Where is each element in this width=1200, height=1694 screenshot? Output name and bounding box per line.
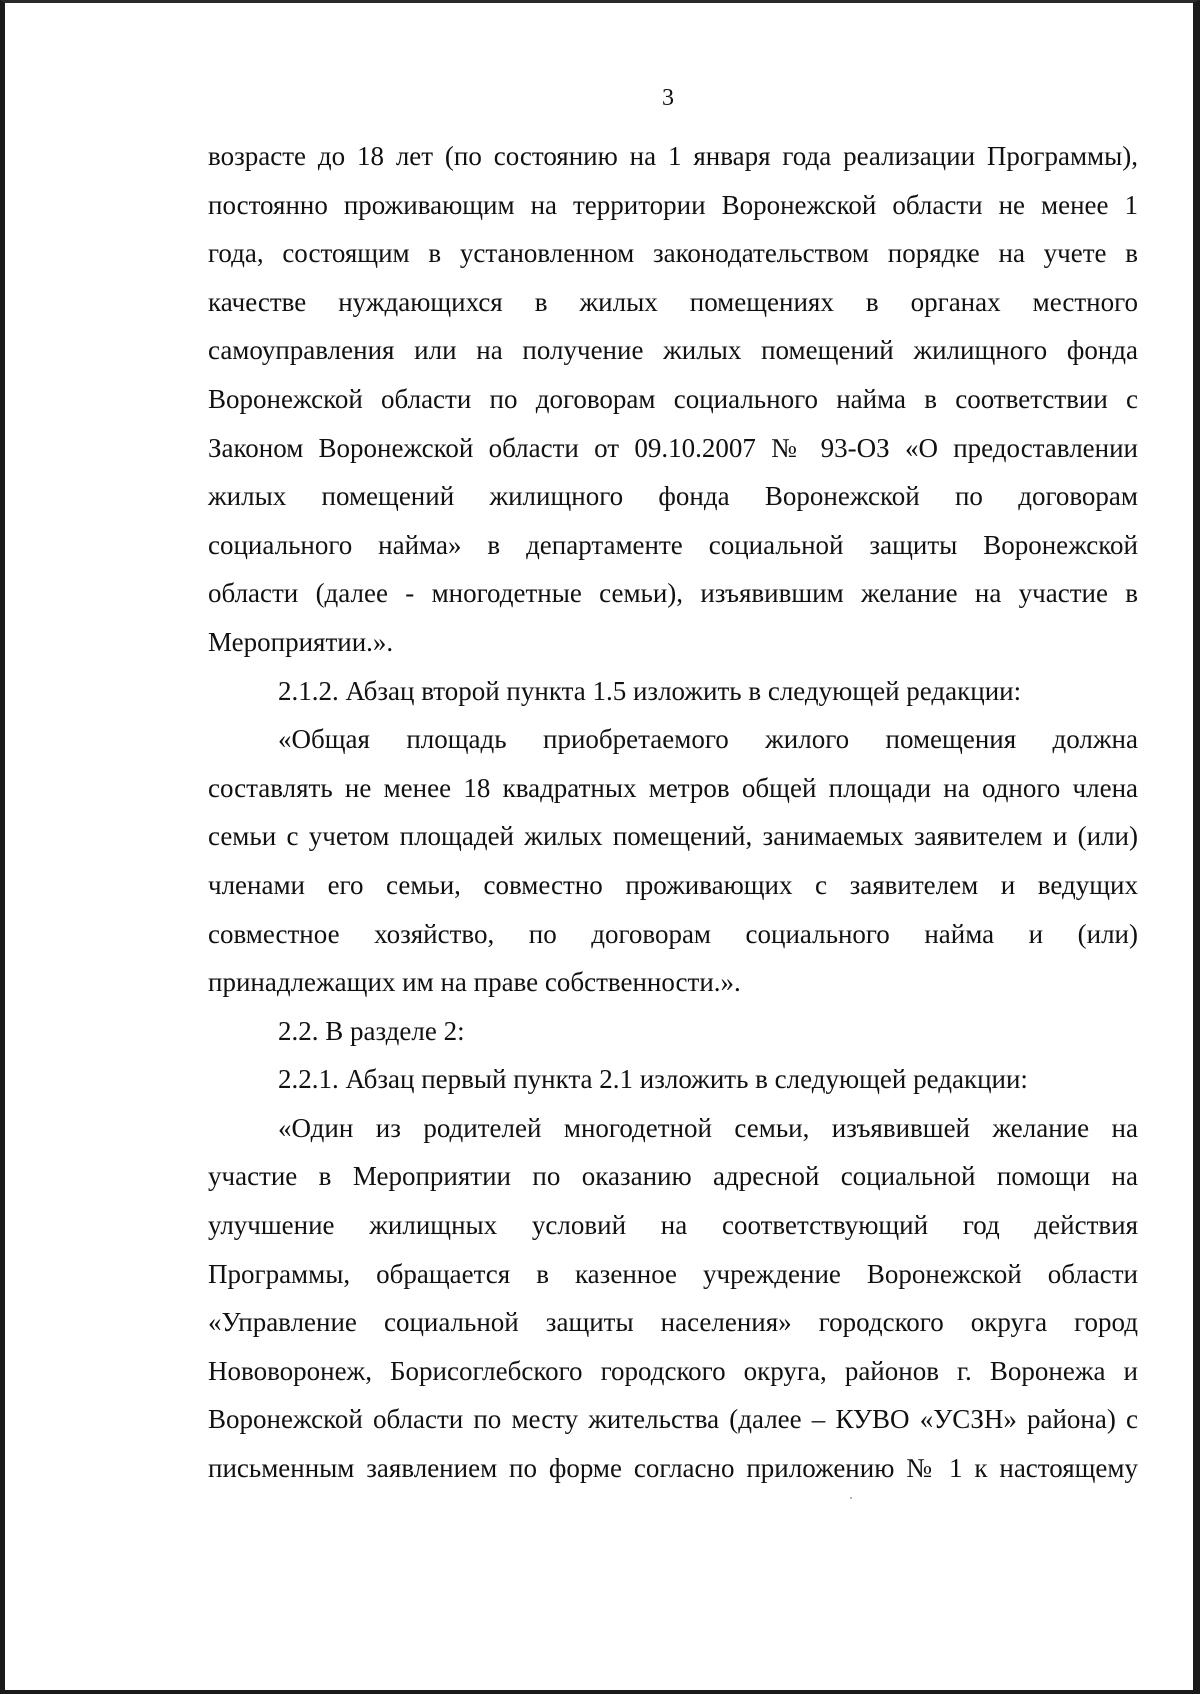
paragraph-heading: 2.2.1. Абзац первый пункта 2.1 изложить в следующей редакции: bbox=[278, 1064, 1028, 1095]
section-heading: 2.2. В разделе 2: bbox=[278, 1015, 465, 1046]
text-line: улучшение жилищных условий на соответствующий год действия bbox=[208, 1210, 1138, 1241]
document-body bbox=[208, 132, 1138, 1493]
text-line: качестве нуждающихся в жилых помещениях в органах местного bbox=[208, 286, 1138, 317]
text-line: самоуправления или на получение жилых помещений жилищного фонда bbox=[208, 335, 1138, 366]
text-line: возрасте до 18 лет (по состоянию на 1 января года реализации Программы), bbox=[208, 141, 1138, 171]
text-line: принадлежащих им на праве собственности.». bbox=[208, 967, 741, 998]
text-line: области (далее - многодетные семьи), изъявившим желание на участие в bbox=[208, 578, 1138, 609]
text-line: Воронежской области по договорам социального найма в соответствии с bbox=[208, 383, 1138, 414]
text-line: Программы, обращается в казенное учреждение Воронежской области bbox=[208, 1258, 1138, 1289]
text-line: «Управление социальной защиты населения» городского округа город bbox=[208, 1307, 1138, 1338]
text-line: письменным заявлением по форме согласно приложению № 1 к настоящему bbox=[208, 1453, 1138, 1484]
text-line: «Один из родителей многодетной семьи, изъявившей желание на bbox=[278, 1112, 1138, 1143]
text-line: социального найма» в департаменте социальной защиты Воронежской bbox=[208, 529, 1138, 560]
text-line: жилых помещений жилищного фонда Воронежской по договорам bbox=[208, 481, 1138, 512]
text-line: года, состоящим в установленном законодательством порядке на учете в bbox=[208, 238, 1138, 269]
text-line: участие в Мероприятии по оказанию адресной социальной помощи на bbox=[208, 1161, 1138, 1192]
text-line: семьи с учетом площадей жилых помещений, занимаемых заявителем и (или) bbox=[208, 821, 1138, 852]
text-line: составлять не менее 18 квадратных метров общей площади на одного члена bbox=[208, 772, 1138, 803]
text-line: Нововоронеж, Борисоглебского городского округа, районов г. Воронежа и bbox=[208, 1355, 1138, 1386]
text-line: «Общая площадь приобретаемого жилого помещения должна bbox=[278, 724, 1138, 755]
text-line: совместное хозяйство, по договорам социального найма и (или) bbox=[208, 918, 1138, 949]
text-line: Мероприятии.». bbox=[208, 626, 394, 657]
scan-speck bbox=[850, 1497, 852, 1499]
paragraph-heading: 2.1.2. Абзац второй пункта 1.5 изложить в следующей редакции: bbox=[278, 675, 1022, 706]
text-line: Законом Воронежской области от 09.10.2007 № 93-ОЗ «О предоставлении bbox=[208, 432, 1138, 463]
page-number: 3 bbox=[662, 85, 674, 111]
text-line: Воронежской области по месту жительства (далее – КУВО «УСЗН» района) с bbox=[208, 1404, 1138, 1435]
text-line: членами его семьи, совместно проживающих с заявителем и ведущих bbox=[208, 869, 1138, 900]
text-line: постоянно проживающим на территории Воронежской области не менее 1 bbox=[208, 189, 1138, 220]
